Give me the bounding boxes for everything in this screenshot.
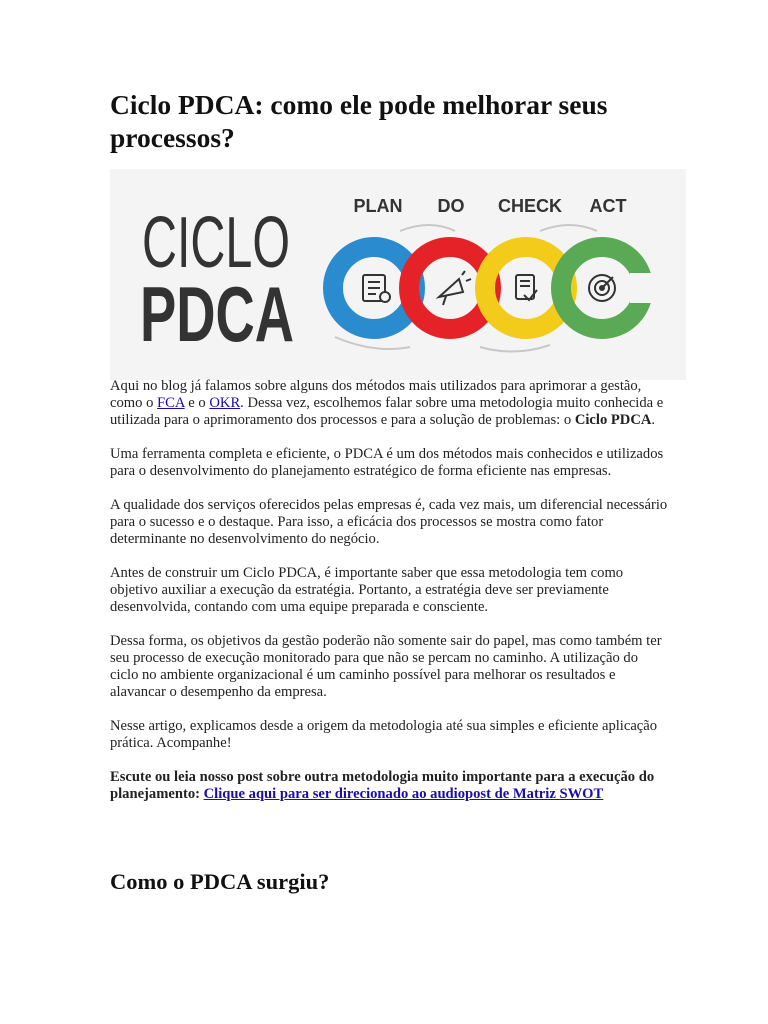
paragraph-7 [110,769,670,803]
paragraph-intro [110,378,670,429]
stage-label-plan: PLAN [353,196,403,216]
document-check-icon [516,275,537,300]
banner-word-ciclo: CICLO [142,203,290,283]
paragraph-3: A qualidade dos serviços oferecidos pelas empresas é, cada vez mais, um diferencial necessário para o sucesso e o destaque. Para isso, a eficácia dos processos se mostra como fator determinante no desenvolvimento do negócio. [110,497,668,547]
pdca-illustration [110,169,686,380]
intro-text-4: . [651,412,656,428]
arrow-top-1 [400,225,455,231]
target-icon [589,275,615,301]
pdca-banner-image [110,169,686,380]
paragraph-2: Uma ferramenta completa e eficiente, o PDCA é um dos métodos mais conhecidos e utilizados para o desenvolvimento do planejamento estratégico de forma eficiente nas empresas. [110,446,664,479]
intro-text-3: . Dessa vez, escolhemos falar sobre uma metodologia muito conhecida e utilizada para o aprimoramento dos processos e para a solução de problemas: o [110,395,664,428]
megaphone-icon [439,271,471,305]
arrow-top-2 [540,225,597,231]
paragraph-4: Antes de construir um Ciclo PDCA, é importante saber que essa metodologia tem como objetivo auxiliar a execução da estratégia. Portanto, a estratégia deve ser previamente desenvolvida, contando com uma equipe preparada e consciente. [110,565,624,615]
intro-text-2: e o [184,395,210,411]
okr-link[interactable]: OKR [209,395,241,411]
stage-label-check: CHECK [497,196,563,216]
swot-audiopost-link[interactable]: Clique aqui para ser direcionado ao audiopost de Matriz SWOT [203,786,604,802]
page-title: Ciclo PDCA: como ele pode melhorar seus processos? [110,89,608,153]
swot-callout-text: Escute ou leia nosso post sobre outra metodologia muito importante para a execução do planejamento: [110,769,655,802]
paragraph-5: Dessa forma, os objetivos da gestão poderão não somente sair do papel, mas como também ter seu processo de execução monitorado para que não se percam no caminho. A utilização do ciclo no ambiente organizacional é um caminho possível para melhorar os resultados e alavancar o desempenho da empresa. [110,633,662,700]
act-ring-gap [630,273,660,303]
ciclo-pdca-bold: Ciclo PDCA [574,412,652,428]
article-body [110,378,670,820]
stage-label-do: DO [437,196,465,216]
intro-text-1: Aqui no blog já falamos sobre alguns dos métodos mais utilizados para aprimorar a gestão, como o [110,378,642,411]
stage-label-act: ACT [589,196,627,216]
banner-word-pdca: PDCA [140,270,294,358]
fca-link[interactable]: FCA [157,395,185,411]
arrow-bottom-2 [480,345,550,352]
section-heading: Como o PDCA surgiu? [110,869,330,894]
paragraph-6: Nesse artigo, explicamos desde a origem da metodologia até sua simples e eficiente aplicação prática. Acompanhe! [110,718,658,751]
checklist-icon [363,275,390,302]
